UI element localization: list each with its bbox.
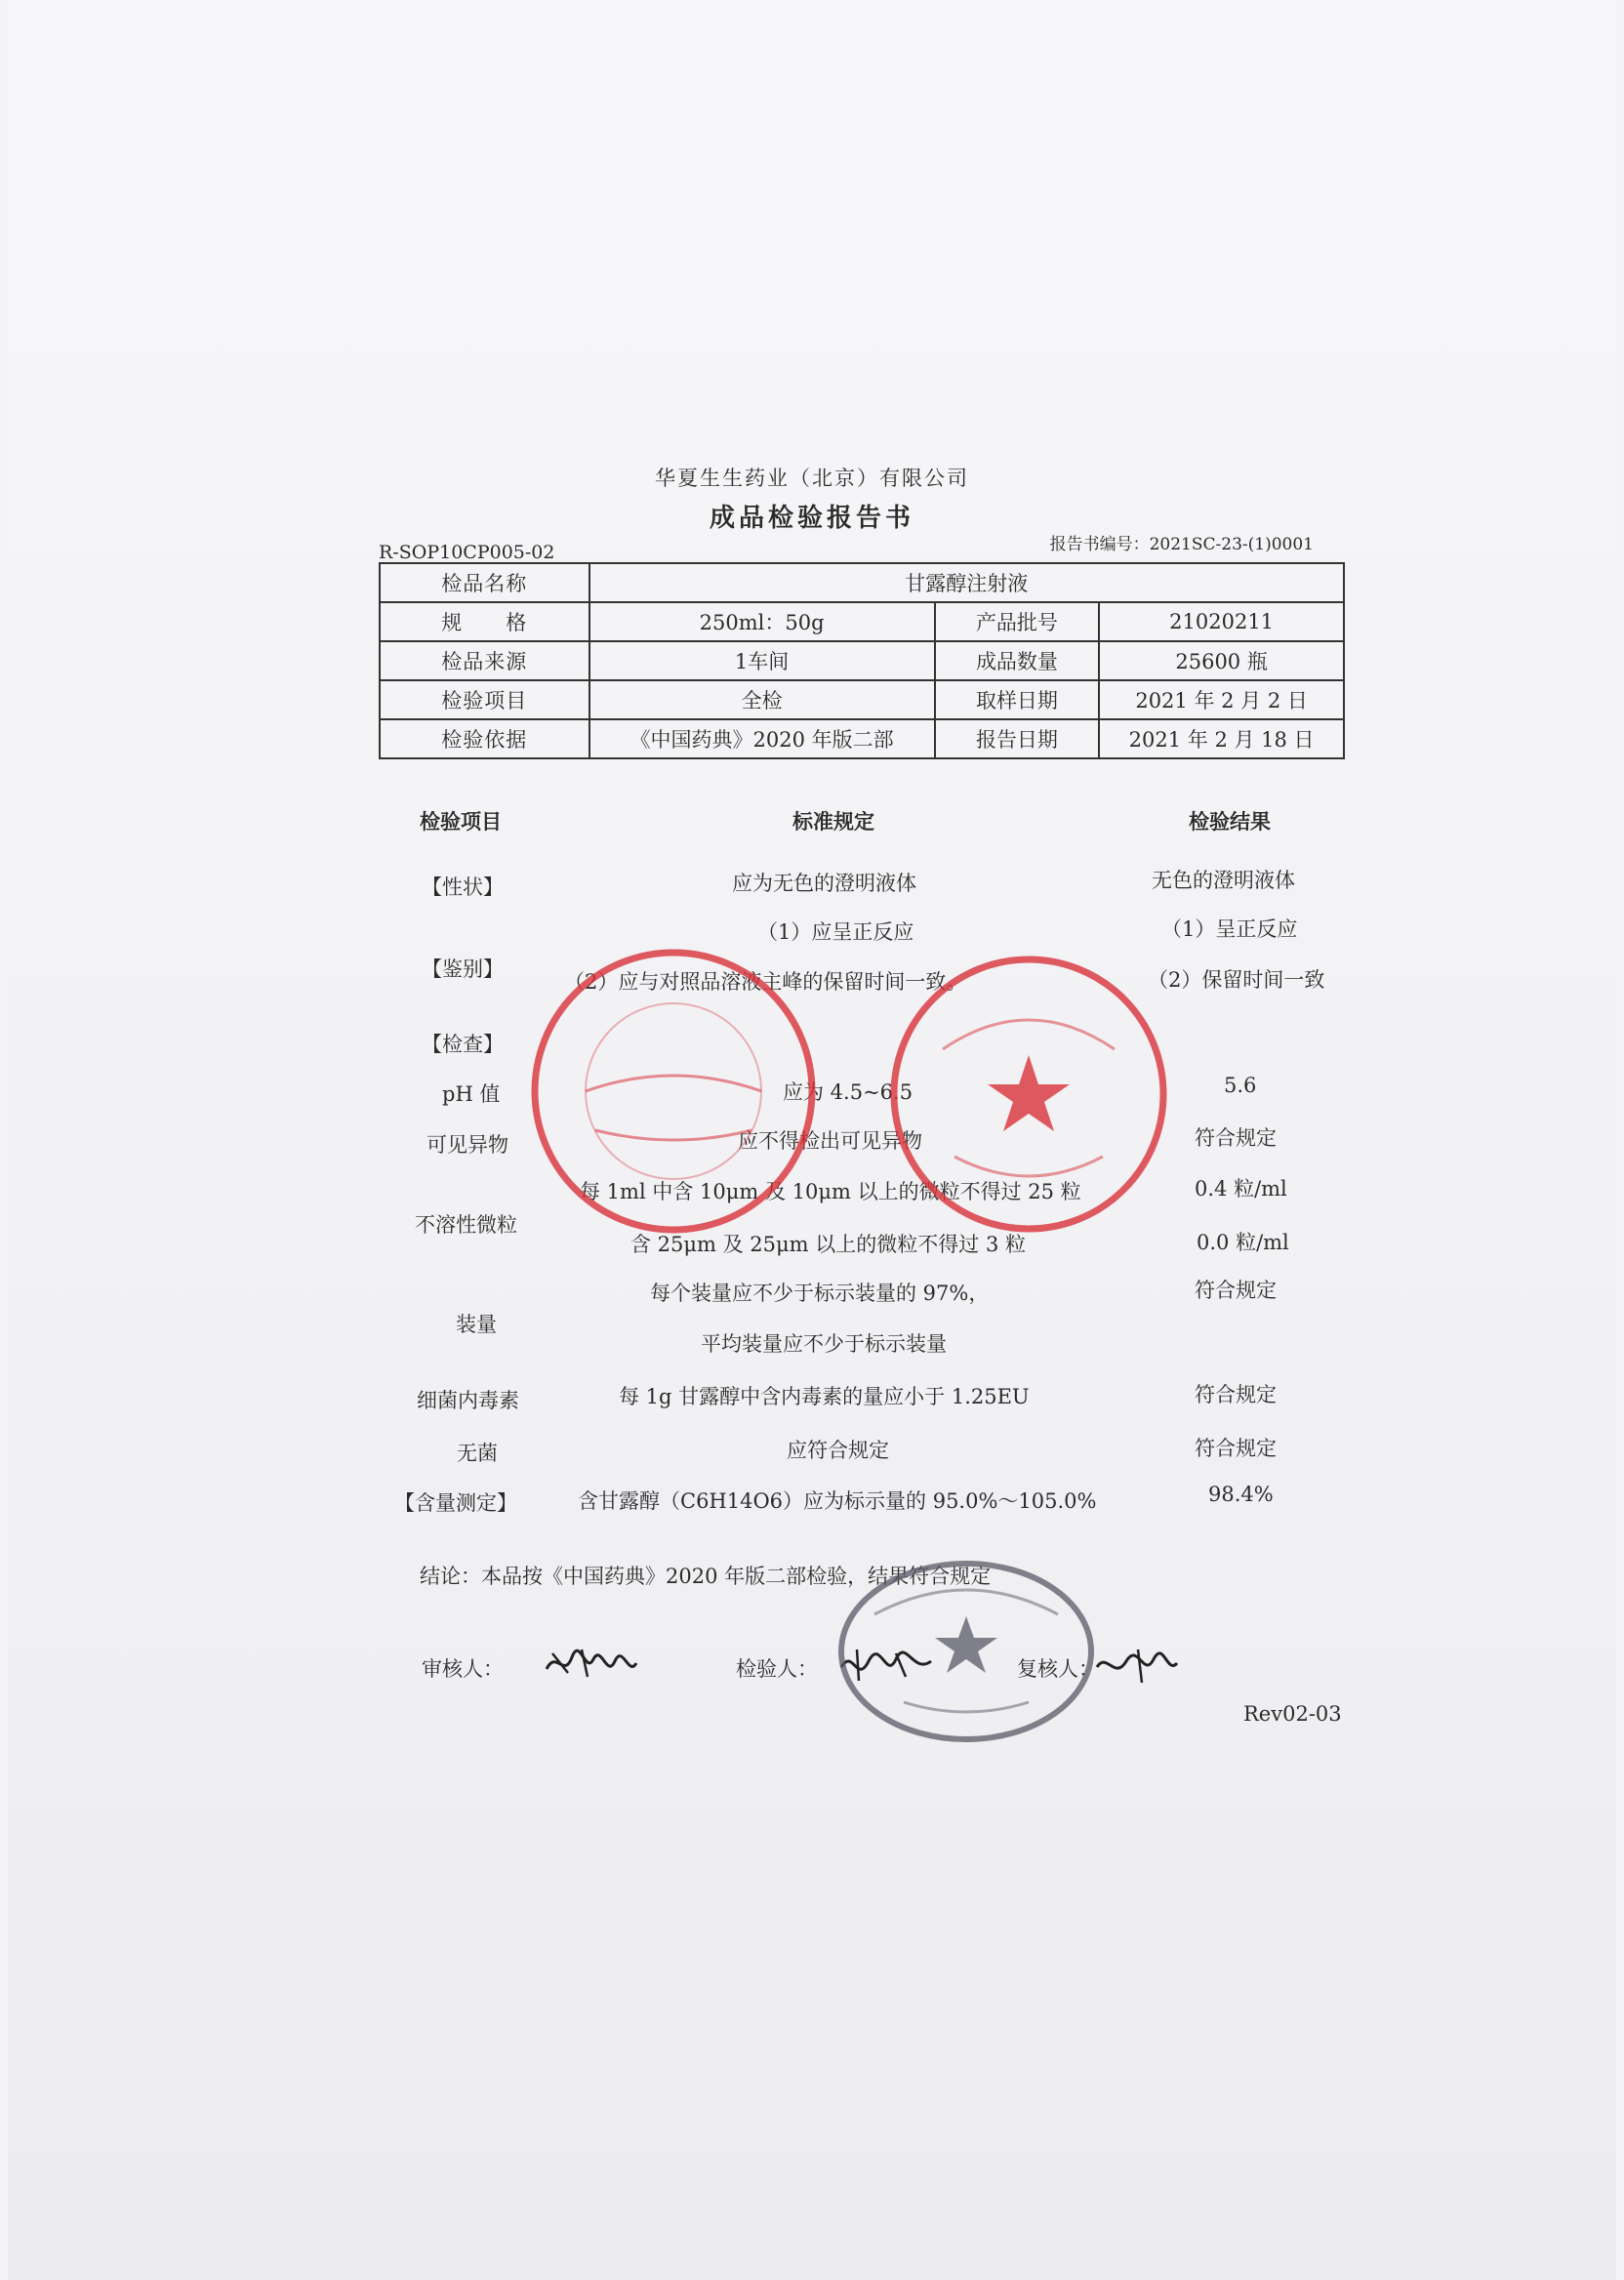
- quantity-label: 成品数量: [935, 641, 1100, 680]
- filling-standard-1: 每个装量应不少于标示装量的 97%，: [650, 1282, 990, 1305]
- identification-standard-1: （1）应呈正反应: [757, 920, 914, 944]
- particles-result-1: 0.4 粒/ml: [1195, 1177, 1287, 1201]
- rechecker-label: 复核人：: [1017, 1657, 1099, 1681]
- product-info-table: [379, 562, 1345, 759]
- spec-label: 规 格: [380, 602, 589, 641]
- revision-code: Rev02-03: [1243, 1702, 1342, 1726]
- report-date-label: 报告日期: [935, 719, 1100, 758]
- sterility-result: 符合规定: [1195, 1437, 1277, 1460]
- identification-item: 【鉴别】: [422, 957, 504, 981]
- doc-code: R-SOP10CP005-02: [379, 542, 555, 563]
- ph-standard: 应为 4.5~6.5: [783, 1080, 914, 1104]
- particles-standard-1: 每 1ml 中含 10μm 及 10μm 以上的微粒不得过 25 粒: [580, 1180, 1081, 1203]
- batch-value: 21020211: [1099, 602, 1344, 641]
- product-name: 甘露醇注射液: [589, 563, 1344, 602]
- filling-item: 装量: [456, 1313, 497, 1336]
- assay-item: 【含量测定】: [394, 1491, 517, 1515]
- sterility-standard: 应符合规定: [787, 1439, 889, 1462]
- report-number: 报告书编号：2021SC-23-(1)0001: [1049, 535, 1314, 554]
- source-label: 检品来源: [380, 641, 589, 680]
- items-label: 检验项目: [380, 680, 589, 719]
- appearance-standard: 应为无色的澄明液体: [732, 872, 916, 895]
- ph-result: 5.6: [1224, 1074, 1257, 1097]
- sampling-date-value: 2021 年 2 月 2 日: [1099, 680, 1344, 719]
- sterility-item: 无菌: [457, 1442, 498, 1465]
- spec-value: 250ml：50g: [589, 602, 935, 641]
- col-header-item: 检验项目: [420, 809, 502, 834]
- reviewer-signature: [543, 1640, 640, 1689]
- report-title: 成品检验报告书: [709, 504, 914, 533]
- identification-standard-2: （2）应与对照品溶液主峰的保留时间一致。: [564, 970, 967, 994]
- assay-standard: 含甘露醇（C6H14O6）应为标示量的 95.0%～105.0%: [578, 1489, 1097, 1513]
- basis-label: 检验依据: [380, 719, 589, 758]
- inspector-signature: [837, 1642, 935, 1690]
- ph-item: pH 值: [442, 1082, 501, 1106]
- conclusion: 结论：本品按《中国药典》2020 年版二部检验，结果符合规定: [420, 1565, 992, 1588]
- source-value: 1车间: [589, 641, 935, 680]
- particles-result-2: 0.0 粒/ml: [1197, 1231, 1289, 1254]
- inspector-label: 检验人：: [736, 1657, 818, 1681]
- company-name: 华夏生生药业（北京）有限公司: [655, 467, 969, 490]
- report-date-value: 2021 年 2 月 18 日: [1099, 719, 1344, 758]
- sampling-date-label: 取样日期: [935, 680, 1100, 719]
- endotoxin-item: 细菌内毒素: [417, 1389, 519, 1412]
- batch-label: 产品批号: [935, 602, 1100, 641]
- inspection-item: 【检查】: [422, 1033, 504, 1056]
- col-header-result: 检验结果: [1189, 809, 1271, 834]
- product-name-label: 检品名称: [380, 563, 589, 602]
- basis-value: 《中国药典》2020 年版二部: [589, 719, 935, 758]
- particles-item: 不溶性微粒: [415, 1213, 517, 1237]
- filling-standard-2: 平均装量应不少于标示装量: [701, 1332, 947, 1356]
- particles-standard-2: 含 25μm 及 25μm 以上的微粒不得过 3 粒: [630, 1233, 1026, 1256]
- rechecker-signature: [1093, 1644, 1181, 1689]
- visible-result: 符合规定: [1195, 1126, 1277, 1150]
- endotoxin-result: 符合规定: [1195, 1383, 1277, 1406]
- identification-result-1: （1）呈正反应: [1161, 917, 1298, 941]
- filling-result: 符合规定: [1195, 1279, 1277, 1302]
- identification-result-2: （2）保留时间一致: [1148, 968, 1325, 992]
- appearance-item: 【性状】: [422, 875, 504, 899]
- visible-item: 可见异物: [426, 1133, 508, 1157]
- endotoxin-standard: 每 1g 甘露醇中含内毒素的量应小于 1.25EU: [619, 1385, 1030, 1408]
- items-value: 全检: [589, 680, 935, 719]
- assay-result: 98.4%: [1208, 1483, 1274, 1506]
- visible-standard: 应不得检出可见异物: [738, 1129, 922, 1153]
- quantity-value: 25600 瓶: [1099, 641, 1344, 680]
- col-header-standard: 标准规定: [792, 809, 874, 834]
- reviewer-label: 审核人：: [422, 1657, 504, 1681]
- appearance-result: 无色的澄明液体: [1152, 869, 1295, 892]
